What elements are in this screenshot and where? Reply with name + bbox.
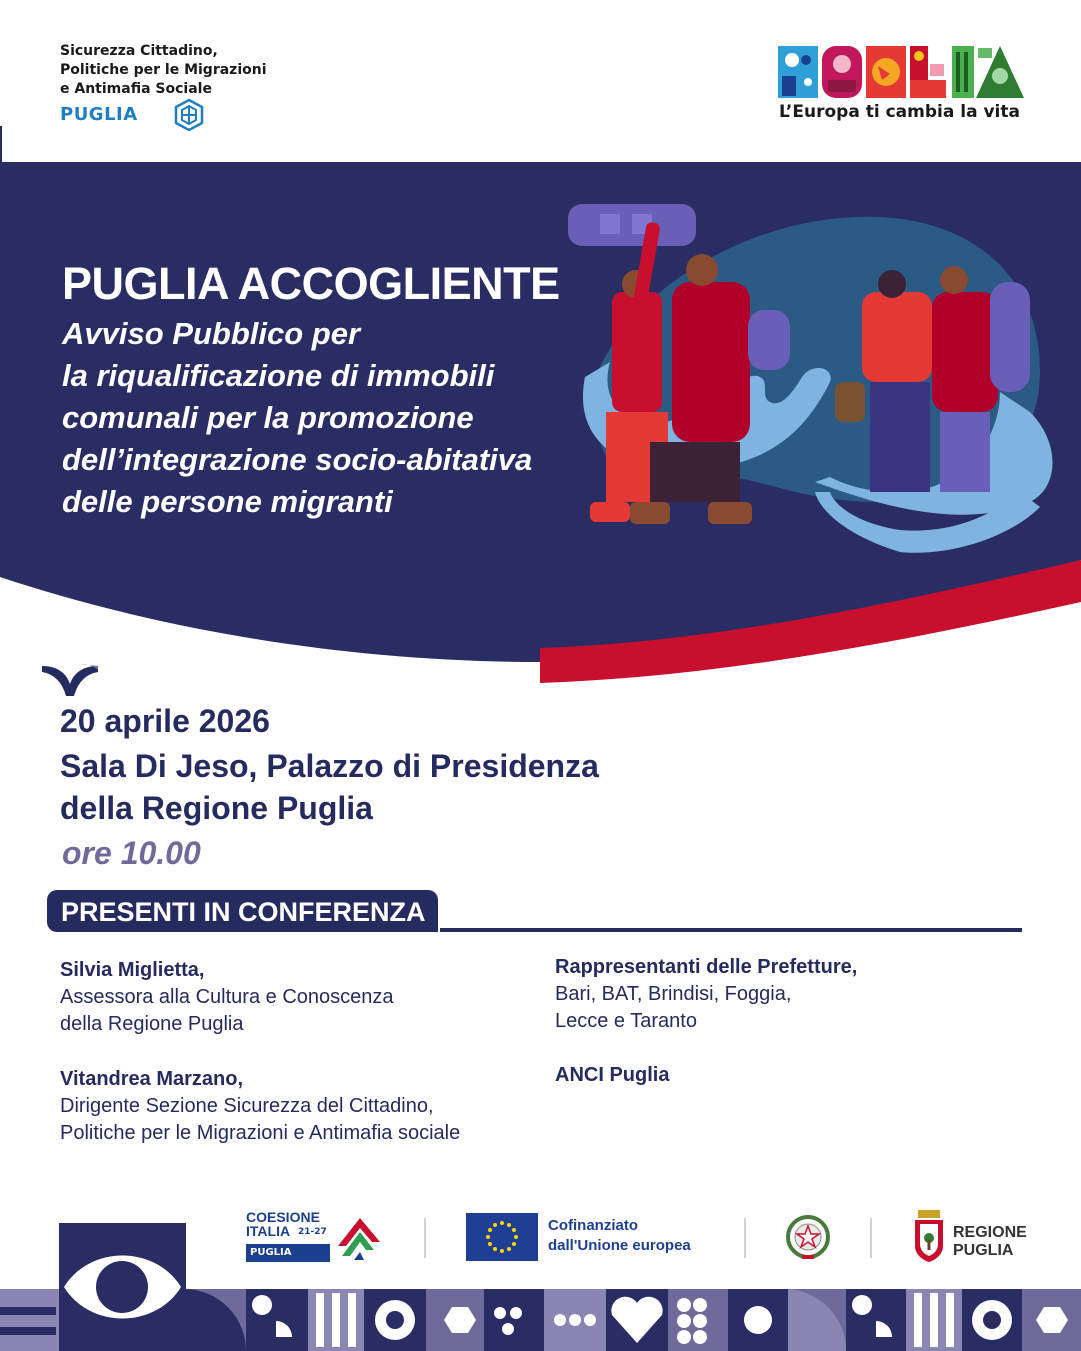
speaker-vitandrea-marzano	[60, 1066, 460, 1147]
speaker-silvia-miglietta	[60, 957, 394, 1038]
coesione-arrow-icon	[334, 1212, 384, 1262]
eu-text-line-1: Cofinanziato	[548, 1217, 638, 1234]
speaker-name: ANCI Puglia	[555, 1064, 670, 1086]
hero-subtitle-line-5: delle persone migranti	[62, 484, 393, 519]
hero-subtitle-line-1: Avviso Pubblico per	[62, 316, 361, 351]
eu-text-line-2: dall'Unione europea	[548, 1237, 691, 1254]
hero-title: PUGLIA ACCOGLIENTE	[62, 258, 560, 309]
speaker-name: Vitandrea Marzano,	[60, 1068, 244, 1090]
speaker-role-line: della Regione Puglia	[60, 1013, 244, 1035]
department-region: PUGLIA	[60, 104, 138, 125]
speaker-role-line: Lecce e Taranto	[555, 1010, 697, 1032]
speakers-heading: PRESENTI IN CONFERENZA	[47, 890, 438, 932]
speaker-role-line: Dirigente Sezione Sicurezza del Cittadino,	[60, 1095, 434, 1117]
hero-subtitle-line-4: dell’integrazione socio-abitativa	[62, 442, 533, 477]
coesione-region: PUGLIA	[246, 1244, 330, 1262]
italian-republic-emblem-icon	[785, 1213, 831, 1261]
coesione-years: 21-27	[298, 1227, 327, 1237]
eu-flag-icon	[466, 1213, 538, 1261]
puglia-campaign-logo-icon	[778, 44, 1024, 100]
left-rule	[0, 126, 2, 162]
eu-cofinanced-text	[548, 1216, 691, 1256]
speaker-name: Rappresentanti delle Prefetture,	[555, 956, 858, 978]
department-line-1: Sicurezza Cittadino,	[60, 43, 218, 59]
speaker-role-line: Assessora alla Cultura e Conoscenza	[60, 986, 394, 1008]
event-date: 20 aprile 2026	[60, 703, 270, 739]
coesione-line-2: ITALIA	[246, 1223, 291, 1239]
event-time: ore 10.00	[62, 835, 201, 871]
hero-subtitle-line-2: la riqualificazione di immobili	[62, 358, 495, 393]
regione-puglia-emblem-icon	[912, 1210, 946, 1262]
speakers-heading-rule	[440, 928, 1022, 932]
logo-separator	[870, 1218, 872, 1258]
logo-separator	[424, 1218, 426, 1258]
department-line-2: Politiche per le Migrazioni	[60, 62, 267, 78]
hero-subtitle-line-3: comunali per la promozione	[62, 400, 474, 435]
speaker-name: Silvia Miglietta,	[60, 959, 205, 981]
department-name	[60, 42, 267, 99]
speaker-role-line: Politiche per le Migrazioni e Antimafia sociale	[60, 1122, 461, 1144]
logo-separator	[744, 1218, 746, 1258]
campaign-tagline: L’Europa ti cambia la vita	[779, 102, 1020, 122]
department-line-3: e Antimafia Sociale	[60, 81, 212, 97]
speaker-role-line: Bari, BAT, Brindisi, Foggia,	[555, 983, 792, 1005]
regione-line-1: REGIONE	[953, 1224, 1027, 1241]
hero-subtitle	[62, 313, 602, 523]
chevron-decoration-icon	[40, 662, 100, 698]
regione-puglia-text	[953, 1224, 1027, 1260]
region-emblem-icon	[172, 98, 206, 132]
event-venue	[60, 745, 599, 829]
coesione-line-1: COESIONE	[246, 1209, 320, 1225]
speaker-prefetture	[555, 954, 857, 1035]
event-venue-line-1: Sala Di Jeso, Palazzo di Presidenza	[60, 748, 599, 784]
event-venue-line-2: della Regione Puglia	[60, 790, 373, 826]
regione-line-2: PUGLIA	[953, 1242, 1014, 1259]
speaker-anci-puglia	[555, 1062, 669, 1089]
